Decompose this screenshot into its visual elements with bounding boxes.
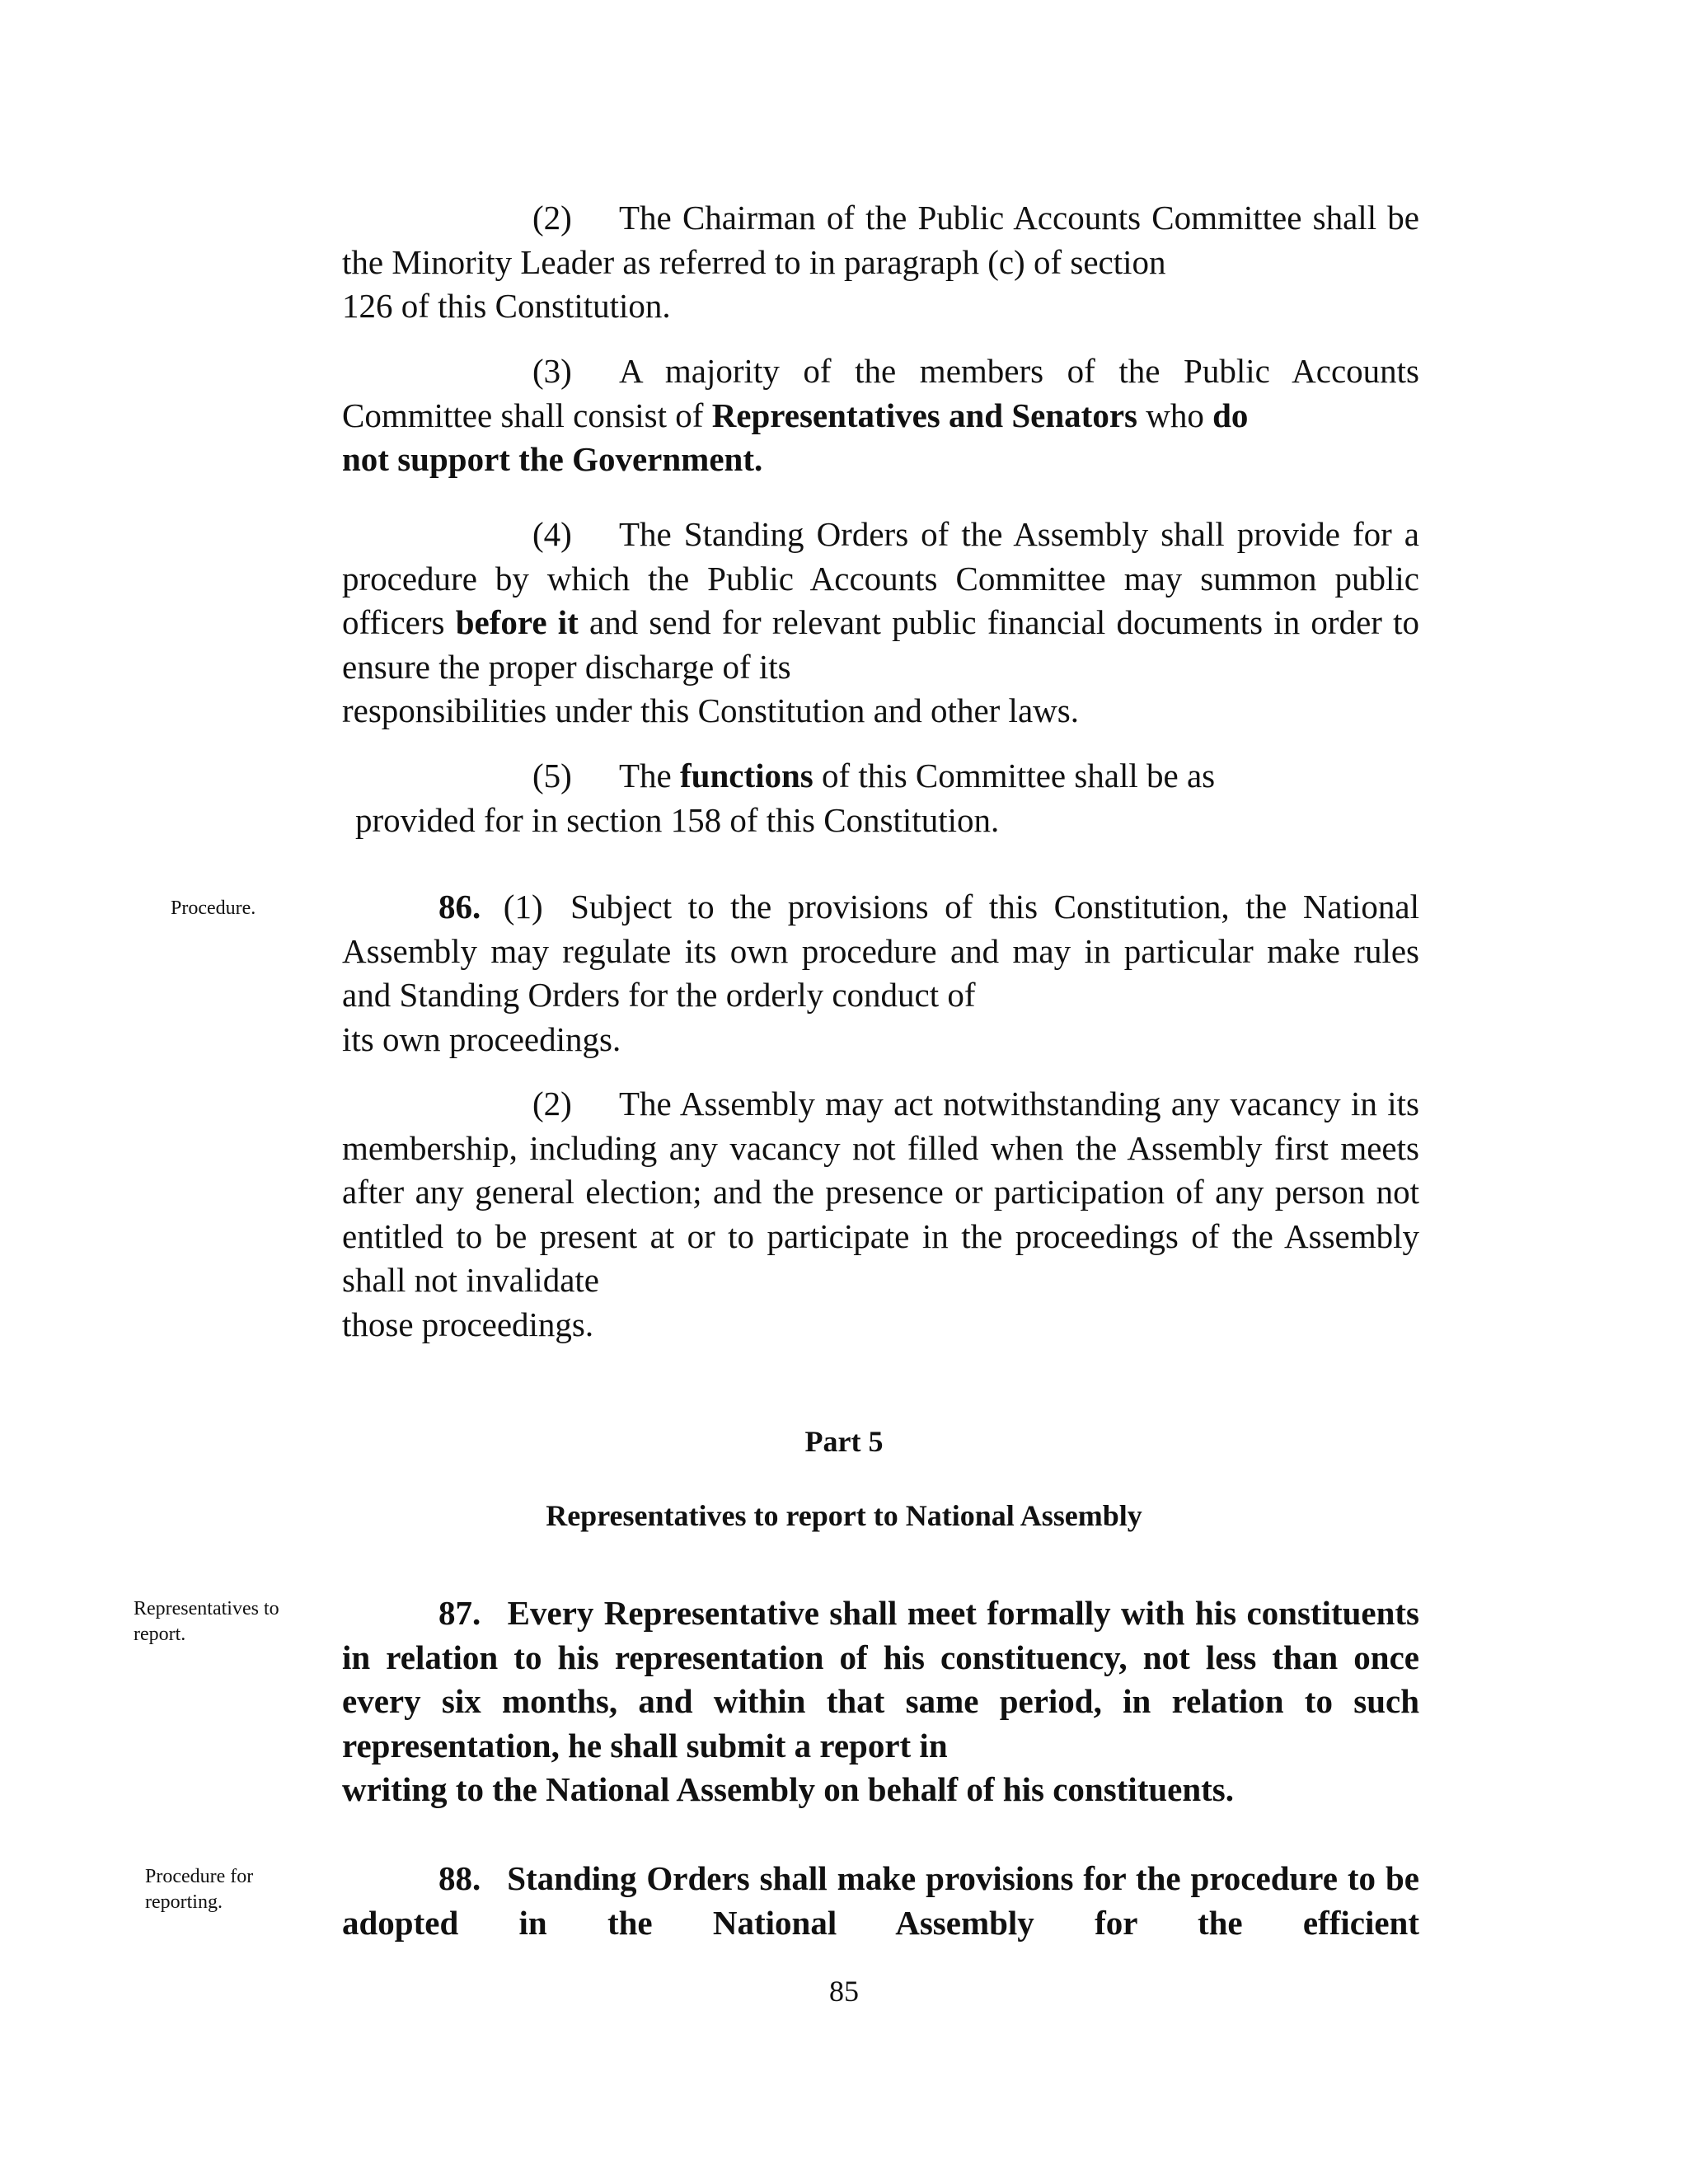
paragraph-85-4: (4) The Standing Orders of the Assembly shall provide for a procedure by which the Public Accounts Committee may summon public officers before it and send for relevant public financial documents in order to ensure the proper discharge of its responsibilities under this Constitution and other laws. <box>342 513 1419 777</box>
paragraph-number: (2) <box>532 199 572 237</box>
paragraph-number: (3) <box>532 352 572 390</box>
paragraph-number: (1) <box>503 888 543 926</box>
paragraph-85-3: (3) A majority of the members of the Public Accounts Committee shall consist of Representatives and Senators who do not support the Government. <box>342 349 1419 526</box>
paragraph-number: (2) <box>532 1085 572 1122</box>
section-number: 88. <box>438 1859 481 1897</box>
margin-note-representatives: Representatives to report. <box>134 1598 279 1645</box>
page-number: 85 <box>829 1975 859 2008</box>
margin-note-procedure-reporting: Procedure for reporting. <box>145 1866 254 1913</box>
section-88: 88. Standing Orders shall make provisions for the procedure to be adopted in the National Assembly for the efficient <box>342 1859 1420 1942</box>
section-86-1: 86. (1) Subject to the provisions of this Constitution, the National Assembly may regulate its own procedure and may in particular make rules and Standing Orders for the orderly conduct of its own proceedings. <box>342 888 1420 1058</box>
paragraph-number: (5) <box>532 757 572 794</box>
section-number: 87. <box>438 1594 481 1632</box>
paragraph-number: (4) <box>532 515 572 553</box>
paragraph-85-2: (2) The Chairman of the Public Accounts Committee shall be the Minority Leader as referred to in paragraph (c) of section 126 of this Constitution. <box>342 196 1419 373</box>
part-subtitle: Representatives to report to National Assembly <box>546 1499 1142 1532</box>
paragraph-85-5: (5) The functions of this Committee shall be as provided for in section 158 of this Constitution. <box>342 754 1419 887</box>
section-86-2: (2) The Assembly may act notwithstanding any vacancy in its membership, including any vacancy not filled when the Assembly first meets after any general election; and the presence or participation of any person not entitled to be present at or to participate in the proceedings of the Assembly shall not invalidate those proceedings. <box>342 1082 1419 1391</box>
section-number: 86. <box>438 888 481 926</box>
margin-note-procedure: Procedure. <box>171 898 256 919</box>
part-title: Part 5 <box>804 1425 884 1458</box>
section-87: 87. Every Representative shall meet formally with his constituents in relation to his representation of his constituency, not less than once every six months, and within that same period, in relation to such representation, he shall submit a report in writing to the National Assembly on behalf of his constituents. <box>342 1594 1420 1808</box>
